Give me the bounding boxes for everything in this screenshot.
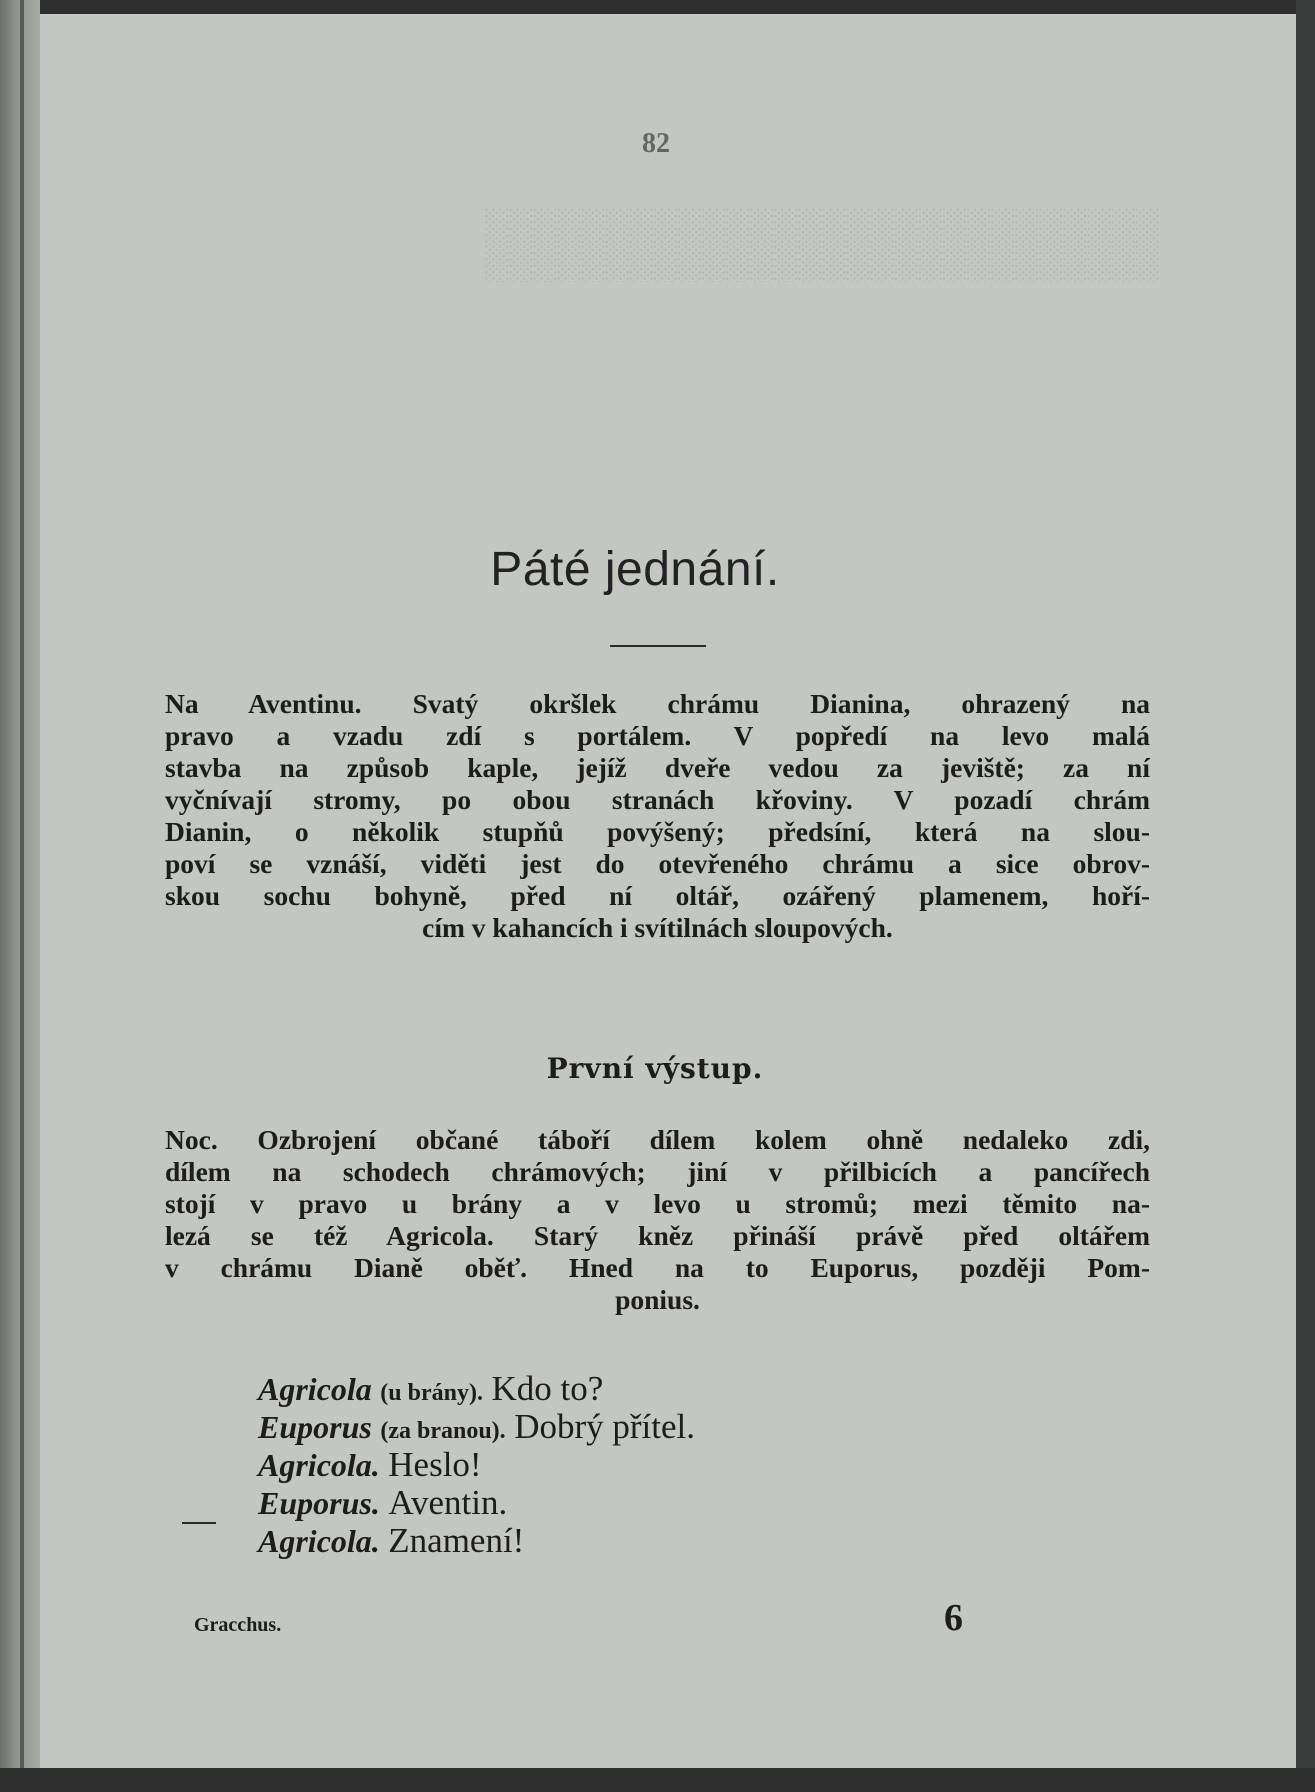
margin-dash xyxy=(182,1522,216,1524)
speech-text: Aventin. xyxy=(388,1483,508,1522)
text-line: v chrámu Dianě oběť. Hned na to Euporus, později Pom- xyxy=(165,1252,1150,1283)
text-line: poví se vznáší, viděti jest do otevřeného chrámu a sice obrov- xyxy=(165,848,1150,879)
scan-top-edge xyxy=(0,0,1315,14)
page-number-top: 82 xyxy=(642,128,670,159)
signature-number: 6 xyxy=(944,1597,963,1639)
text-line: ponius. xyxy=(615,1284,700,1315)
speaker-name: Euporus. xyxy=(258,1485,380,1521)
speaker-name: Euporus xyxy=(258,1409,372,1445)
text-line: stojí v pravo u brány a v levo u stromů; mezi těmito na- xyxy=(165,1188,1150,1219)
speech-text: Znamení! xyxy=(388,1521,525,1560)
stage-direction: (u brány). xyxy=(380,1380,483,1406)
speaker-name: Agricola. xyxy=(258,1523,380,1559)
text-line: pravo a vzadu zdí s portálem. V popředí na levo malá xyxy=(165,720,1150,751)
bleed-through-texture: ░░░░░░░░░░░░░░░░░░░░░░░░░░░░ ░░░░░░░░░░░░░░░░░░░░░░░░░░░░ xyxy=(485,208,1160,282)
signature-mark: Gracchus. xyxy=(194,1614,282,1636)
text-line: cím v kahancích i svítilnách sloupových. xyxy=(422,912,893,943)
text-line: Na Aventinu. Svatý okršlek chrámu Dianina, ohrazený na xyxy=(165,688,1150,719)
scene-heading: První výstup. xyxy=(546,1052,764,1085)
binding-line xyxy=(20,0,24,1792)
text-line: dílem na schodech chrámových; jiní v přilbicích a pancířech xyxy=(165,1156,1150,1187)
text-line: lezá se též Agricola. Starý kněz přináší právě před oltářem xyxy=(165,1220,1150,1251)
dialogue-line xyxy=(258,1522,1058,1560)
stage-direction: (za branou). xyxy=(380,1418,506,1444)
speaker-name: Agricola xyxy=(258,1371,372,1407)
text-line: Dianin, o několik stupňů povýšený; předsíní, která na slou- xyxy=(165,816,1150,847)
text-line: vyčnívají stromy, po obou stranách křoviny. V pozadí chrám xyxy=(165,784,1150,815)
scan-right-edge xyxy=(1296,0,1315,1792)
scene1-description xyxy=(165,1124,1150,1316)
dialogue-line xyxy=(258,1408,1058,1446)
dialogue-line xyxy=(258,1446,1058,1484)
act-title: Páté jednání. xyxy=(490,543,780,596)
speech-text: Dobrý přítel. xyxy=(514,1407,695,1446)
scan-bottom-edge xyxy=(0,1768,1315,1792)
dialogue-block xyxy=(258,1370,1058,1560)
speaker-name: Agricola. xyxy=(258,1447,380,1483)
speech-text: Heslo! xyxy=(388,1445,482,1484)
dialogue-line xyxy=(258,1370,1058,1408)
text-line: stavba na způsob kaple, jejíž dveře vedou za jeviště; za ní xyxy=(165,752,1150,783)
title-rule xyxy=(610,645,706,647)
text-line: Noc. Ozbrojení občané táboří dílem kolem ohně nedaleko zdi, xyxy=(165,1124,1150,1155)
text-line: skou sochu bohyně, před ní oltář, ozářený plamenem, hoří- xyxy=(165,880,1150,911)
speech-text: Kdo to? xyxy=(491,1369,604,1408)
scene-description xyxy=(165,688,1150,944)
dialogue-line xyxy=(258,1484,1058,1522)
